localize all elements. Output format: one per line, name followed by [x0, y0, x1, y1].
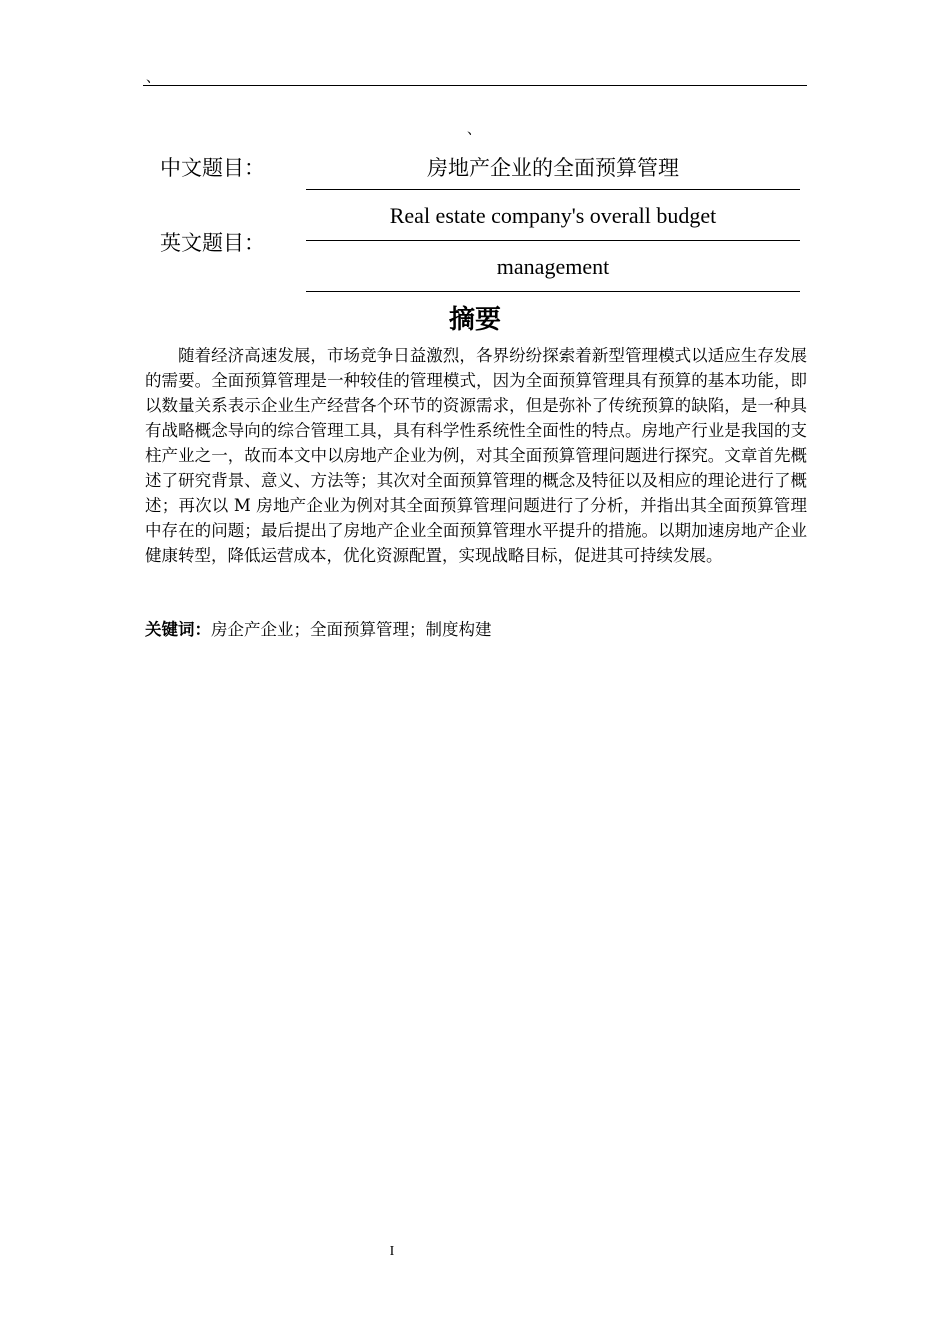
en-title-line2: management: [496, 254, 610, 279]
cn-title-underline: [306, 189, 800, 190]
keywords: [145, 617, 807, 642]
abstract-heading: 摘要: [448, 305, 501, 335]
cn-title-label: 中文题目：: [160, 156, 265, 180]
keywords-label: 关键词：: [145, 620, 211, 639]
en-title-underline-1: [306, 240, 800, 241]
center-mark: 、: [467, 122, 481, 138]
en-title-underline-2: [306, 291, 800, 292]
en-title-line1: Real estate company's overall budget: [389, 203, 717, 228]
abstract-body: 随着经济高速发展，市场竞争日益激烈，各界纷纷探索着新型管理模式以适应生存发展的需要。全面预算管理是一种较佳的管理模式，因为全面预算管理具有预算的基本功能，即以数量关系表示企业生产经营各个环节的资源需求，但是弥补了传统预算的缺陷，是一种具有战略概念导向的综合管理工具，具有科学性系统性全面性的特点。房地产行业是我国的支柱产业之一，故而本文中以房地产企业为例，对其全面预算管理问题进行探究。文章首先概述了研究背景、意义、方法等；其次对全面预算管理的概念及特征以及相应的理论进行了概述；再次以 M 房地产企业为例对其全面预算管理问题进行了分析，并指出其全面预算管理中存在的问题；最后提出了房地产企业全面预算管理水平提升的措施。以期加速房地产企业健康转型，降低运营成本，优化资源配置，实现战略目标，促进其可持续发展。: [145, 346, 807, 565]
en-title-label: 英文题目：: [160, 231, 265, 255]
keywords-value: 房企产企业；全面预算管理；制度构建: [211, 620, 492, 639]
cn-title: 房地产企业的全面预算管理: [427, 156, 679, 180]
header-mark: 、: [146, 70, 160, 86]
header-rule: [143, 85, 807, 86]
page-number: I: [389, 1244, 395, 1259]
